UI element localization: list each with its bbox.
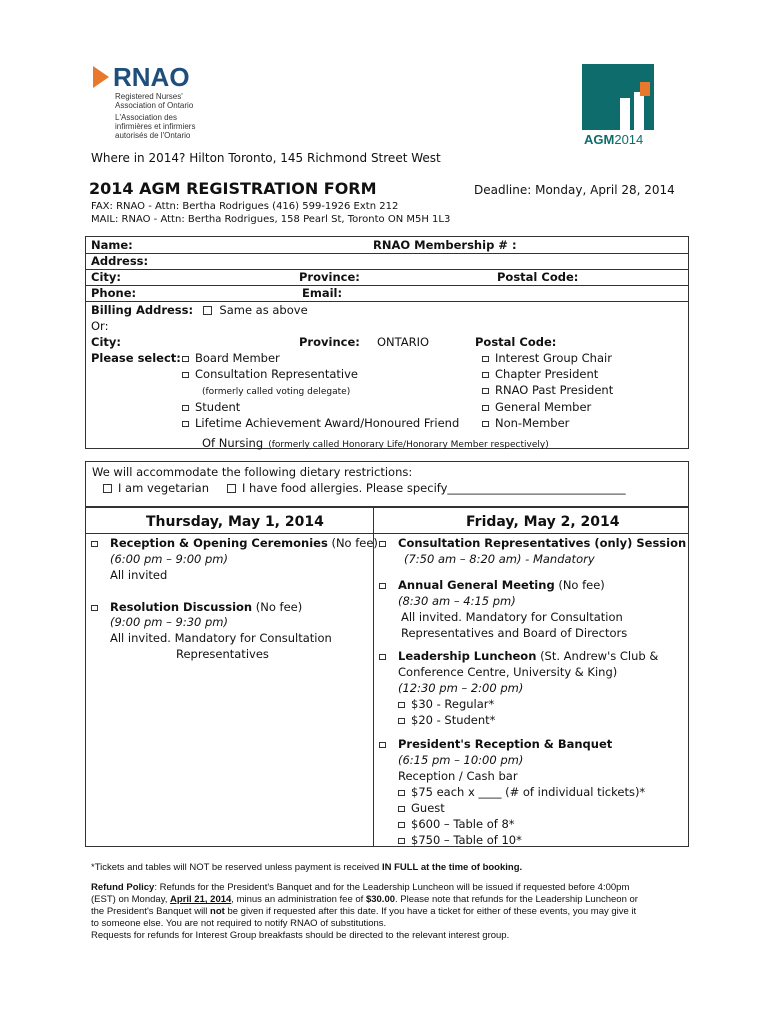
banquet-option-guest[interactable] — [398, 801, 445, 815]
consultation-session-checkbox[interactable] — [379, 541, 386, 547]
billing-row — [91, 303, 308, 317]
option-label: $75 each x ____ (# of individual tickets)* — [411, 785, 646, 799]
checkbox[interactable] — [182, 356, 189, 362]
banquet-time: (6:15 pm – 10:00 pm) — [398, 753, 524, 767]
reception-fee: (No fee) — [331, 536, 378, 550]
billing-province-label: Province: — [299, 335, 360, 349]
agm-fee: (No fee) — [558, 578, 605, 592]
checkbox[interactable] — [398, 822, 405, 828]
luncheon-title-row — [398, 649, 658, 663]
refund-line-3 — [91, 906, 691, 918]
refund-text-2a: (EST) on Monday, — [91, 894, 171, 905]
agm-title-row — [398, 578, 605, 592]
luncheon-time: (12:30 pm – 2:00 pm) — [398, 681, 524, 695]
option-general-member[interactable] — [482, 400, 591, 414]
form-divider — [86, 253, 688, 254]
tickets-note-text: *Tickets and tables will NOT be reserved unless payment is received — [91, 862, 382, 873]
banquet-option-table-8[interactable] — [398, 817, 515, 831]
checkbox[interactable] — [482, 372, 489, 378]
agm-logo — [582, 64, 656, 150]
checkbox[interactable] — [398, 702, 405, 708]
checkbox[interactable] — [482, 388, 489, 394]
refund-line-2 — [91, 894, 691, 906]
banquet-title: President's Reception & Banquet — [398, 737, 613, 751]
fax-text: FAX: RNAO - Attn: Bertha Rodrigues (416) 599-1926 Extn 212 — [91, 201, 399, 212]
refund-text-3c: be given if requested after this date. If you have a ticket for either of these events, you may give it — [224, 906, 637, 917]
option-label: $600 – Table of 8* — [411, 817, 515, 831]
refund-not: not — [210, 906, 225, 917]
resolution-checkbox[interactable] — [91, 605, 98, 611]
option-label: Student — [195, 400, 241, 414]
where-text: Where in 2014? Hilton Toronto, 145 Richmond Street West — [91, 151, 441, 165]
schedule-header-divider — [86, 533, 688, 534]
option-label: Chapter President — [495, 367, 599, 381]
refund-line-1 — [91, 882, 691, 894]
arrow-icon — [93, 66, 109, 88]
form-divider — [86, 301, 688, 302]
resolution-title: Resolution Discussion — [110, 600, 253, 614]
option-label: Consultation Representative — [195, 367, 358, 381]
reception-note: All invited — [110, 568, 168, 582]
refund-fee: $30.00 — [365, 894, 396, 905]
checkbox[interactable] — [482, 356, 489, 362]
refund-label: Refund Policy — [91, 882, 155, 893]
option-board-member[interactable] — [182, 351, 280, 365]
form-divider — [86, 269, 688, 270]
rnao-logo-line5: autorisés de l'Ontario — [115, 131, 191, 140]
reception-time: (6:00 pm – 9:00 pm) — [110, 552, 228, 566]
or-label: Or: — [91, 319, 109, 333]
friday-heading: Friday, May 2, 2014 — [466, 514, 620, 530]
agm-checkbox[interactable] — [379, 583, 386, 589]
schedule-table — [85, 507, 689, 847]
consultation-session-title: Consultation Representatives (only) Session — [398, 536, 687, 550]
same-as-above-checkbox[interactable] — [203, 306, 212, 315]
banquet-option-individual[interactable] — [398, 785, 645, 799]
resolution-time: (9:00 pm – 9:30 pm) — [110, 615, 228, 629]
option-label: $20 - Student* — [411, 713, 496, 727]
refund-text-2e: . Please note that refunds for the Leadership Luncheon or — [395, 894, 638, 905]
refund-date: April 21, 2014 — [170, 894, 232, 905]
rnao-logo-line2: Association of Ontario — [115, 101, 194, 110]
resolution-note-2: Representatives — [176, 647, 269, 661]
option-label: $30 - Regular* — [411, 697, 495, 711]
option-lifetime-award[interactable] — [182, 416, 459, 430]
refund-policy — [91, 882, 691, 942]
refund-line-4: to someone else. You are not required to notify RNAO of substitutions. — [91, 918, 387, 929]
agm-logo-label — [584, 132, 643, 147]
billing-label: Billing Address: — [91, 303, 194, 317]
option-label: $750 – Table of 10* — [411, 833, 522, 847]
refund-text-2c: , minus an administration fee of — [231, 894, 366, 905]
checkbox[interactable] — [182, 421, 189, 427]
email-label: Email: — [302, 286, 343, 300]
checkbox[interactable] — [398, 718, 405, 724]
resolution-fee: (No fee) — [255, 600, 303, 614]
agm-logo-year: 2014 — [614, 132, 644, 147]
same-as-above-label: Same as above — [219, 303, 308, 317]
luncheon-location-2: Conference Centre, University & King) — [398, 665, 618, 679]
billing-province-value: ONTARIO — [377, 335, 430, 349]
formerly-voting-note: (formerly called voting delegate) — [202, 387, 351, 397]
page-title: 2014 AGM REGISTRATION FORM — [89, 179, 377, 198]
province-label: Province: — [299, 270, 360, 284]
reception-title: Reception & Opening Ceremonies — [110, 536, 328, 550]
city-label: City: — [91, 270, 121, 284]
luncheon-title: Leadership Luncheon — [398, 649, 537, 663]
option-label: Board Member — [195, 351, 280, 365]
option-label: RNAO Past President — [495, 383, 614, 397]
rnao-logo — [93, 64, 223, 139]
agm-time: (8:30 am – 4:15 pm) — [398, 594, 516, 608]
of-nursing-row — [202, 432, 549, 451]
checkbox[interactable] — [182, 372, 189, 378]
postal-code-label: Postal Code: — [497, 270, 579, 284]
checkbox[interactable] — [398, 806, 405, 812]
option-non-member[interactable] — [482, 416, 569, 430]
agm-note-2: Representatives and Board of Directors — [401, 626, 628, 640]
tickets-note — [91, 862, 522, 873]
phone-label: Phone: — [91, 286, 137, 300]
checkbox[interactable] — [398, 838, 405, 844]
refund-text-3a: the President's Banquet will — [91, 906, 211, 917]
option-chapter-president[interactable] — [482, 367, 598, 381]
banquet-option-table-10[interactable] — [398, 833, 522, 847]
option-consultation-rep[interactable] — [182, 367, 358, 381]
consultation-session-time: (7:50 am – 8:20 am) - Mandatory — [404, 552, 595, 566]
dietary-intro: We will accommodate the following dietary restrictions: — [92, 465, 413, 479]
refund-text-1: : Refunds for the President's Banquet and for the Leadership Luncheon will be issued if requested before 4:00pm — [154, 882, 630, 893]
agm-logo-bar-white-2 — [634, 92, 644, 130]
option-student[interactable] — [182, 400, 240, 414]
vegetarian-option[interactable] — [103, 481, 209, 495]
checkbox[interactable] — [482, 405, 489, 411]
rnao-logo-name: RNAO — [113, 62, 190, 92]
luncheon-option-student[interactable] — [398, 713, 495, 727]
billing-city-label: City: — [91, 335, 121, 349]
membership-label: RNAO Membership # : — [373, 238, 517, 252]
option-label: Non-Member — [495, 416, 570, 430]
option-label: Interest Group Chair — [495, 351, 612, 365]
luncheon-checkbox[interactable] — [379, 654, 386, 660]
agm-logo-bar-orange — [640, 82, 650, 96]
option-label: General Member — [495, 400, 592, 414]
option-label: Guest — [411, 801, 445, 815]
checkbox[interactable] — [182, 405, 189, 411]
please-select-label: Please select: — [91, 351, 181, 365]
agm-logo-text: AGM — [584, 132, 615, 147]
allergy-option[interactable] — [227, 481, 626, 495]
resolution-title-row — [110, 600, 302, 614]
agm-logo-bar-white-1 — [620, 98, 630, 130]
rnao-logo-line3: L'Association des — [115, 113, 178, 122]
luncheon-option-regular[interactable] — [398, 697, 494, 711]
option-interest-group-chair[interactable] — [482, 351, 612, 365]
of-nursing-note: (formerly called Honorary Life/Honorary Member respectively) — [268, 440, 549, 450]
rnao-logo-line4: infirmières et infirmiers — [115, 122, 196, 131]
rnao-logo-line1: Registered Nurses' — [115, 92, 183, 101]
option-label: Lifetime Achievement Award/Honoured Friend — [195, 416, 460, 430]
of-nursing-text: Of Nursing — [202, 436, 264, 450]
option-past-president[interactable] — [482, 383, 613, 397]
reception-title-row — [110, 536, 378, 550]
checkbox[interactable] — [482, 421, 489, 427]
tickets-note-bold: IN FULL at the time of booking. — [381, 862, 523, 873]
refund-line-5: Requests for refunds for Interest Group breakfasts should be directed to the relevant interest group. — [91, 930, 510, 941]
banquet-checkbox[interactable] — [379, 742, 386, 748]
allergy-label: I have food allergies. Please specify_______________________________ — [242, 481, 626, 495]
deadline-text: Deadline: Monday, April 28, 2014 — [474, 183, 675, 197]
resolution-note-1: All invited. Mandatory for Consultation — [110, 631, 332, 645]
mail-text: MAIL: RNAO - Attn: Bertha Rodrigues, 158 Pearl St, Toronto ON M5H 1L3 — [91, 214, 451, 225]
vegetarian-label: I am vegetarian — [118, 481, 210, 495]
dietary-section — [85, 461, 689, 507]
address-label: Address: — [91, 254, 149, 268]
schedule-divider — [373, 508, 374, 846]
thursday-heading: Thursday, May 1, 2014 — [146, 514, 324, 530]
agm-title: Annual General Meeting — [398, 578, 555, 592]
name-label: Name: — [91, 238, 133, 252]
luncheon-location-1: (St. Andrew's Club & — [540, 649, 659, 663]
banquet-note: Reception / Cash bar — [398, 769, 518, 783]
form-divider — [86, 285, 688, 286]
agm-note-1: All invited. Mandatory for Consultation — [401, 610, 623, 624]
allergy-checkbox[interactable] — [227, 484, 236, 493]
vegetarian-checkbox[interactable] — [103, 484, 112, 493]
registration-form — [85, 236, 689, 449]
billing-postal-label: Postal Code: — [475, 335, 557, 349]
checkbox[interactable] — [398, 790, 405, 796]
reception-checkbox[interactable] — [91, 541, 98, 547]
